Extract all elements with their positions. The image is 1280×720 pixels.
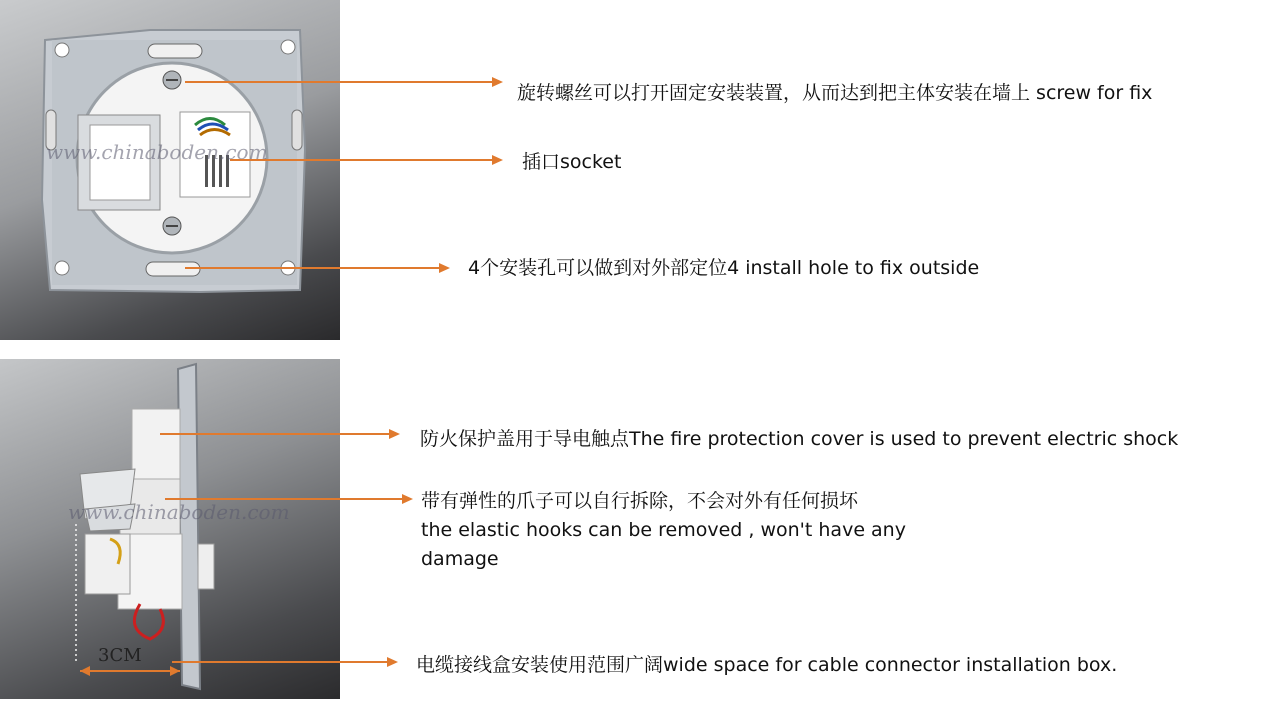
arrowhead xyxy=(387,657,398,667)
annotation-hooks-en: the elastic hooks can be removed , won't have any damage xyxy=(421,519,906,570)
annotation-install-holes: 4个安装孔可以做到对外部定位4 install hole to fix outside xyxy=(468,257,980,279)
arrowhead xyxy=(439,263,450,273)
dimension-label: 3CM xyxy=(98,645,142,666)
arrowhead xyxy=(492,77,503,87)
annotation-hooks-cn: 带有弹性的爪子可以自行拆除，不会对外有任何损坏 xyxy=(421,490,859,512)
arrowhead xyxy=(402,494,413,504)
arrowhead xyxy=(389,429,400,439)
annotation-screw: 旋转螺丝可以打开固定安装装置，从而达到把主体安装在墙上 screw for fix xyxy=(517,82,1153,104)
annotation-fire-cover: 防火保护盖用于导电触点The fire protection cover is used to prevent electric shock xyxy=(420,428,1179,450)
arrowhead xyxy=(492,155,503,165)
annotation-cable-box: 电缆接线盒安装使用范围广阔wide space for cable connector installation box. xyxy=(416,654,1118,676)
annotation-socket: 插口socket xyxy=(522,151,622,173)
watermark: www.chinaboden.com xyxy=(68,500,290,524)
watermark: www.chinaboden.com xyxy=(46,140,268,164)
